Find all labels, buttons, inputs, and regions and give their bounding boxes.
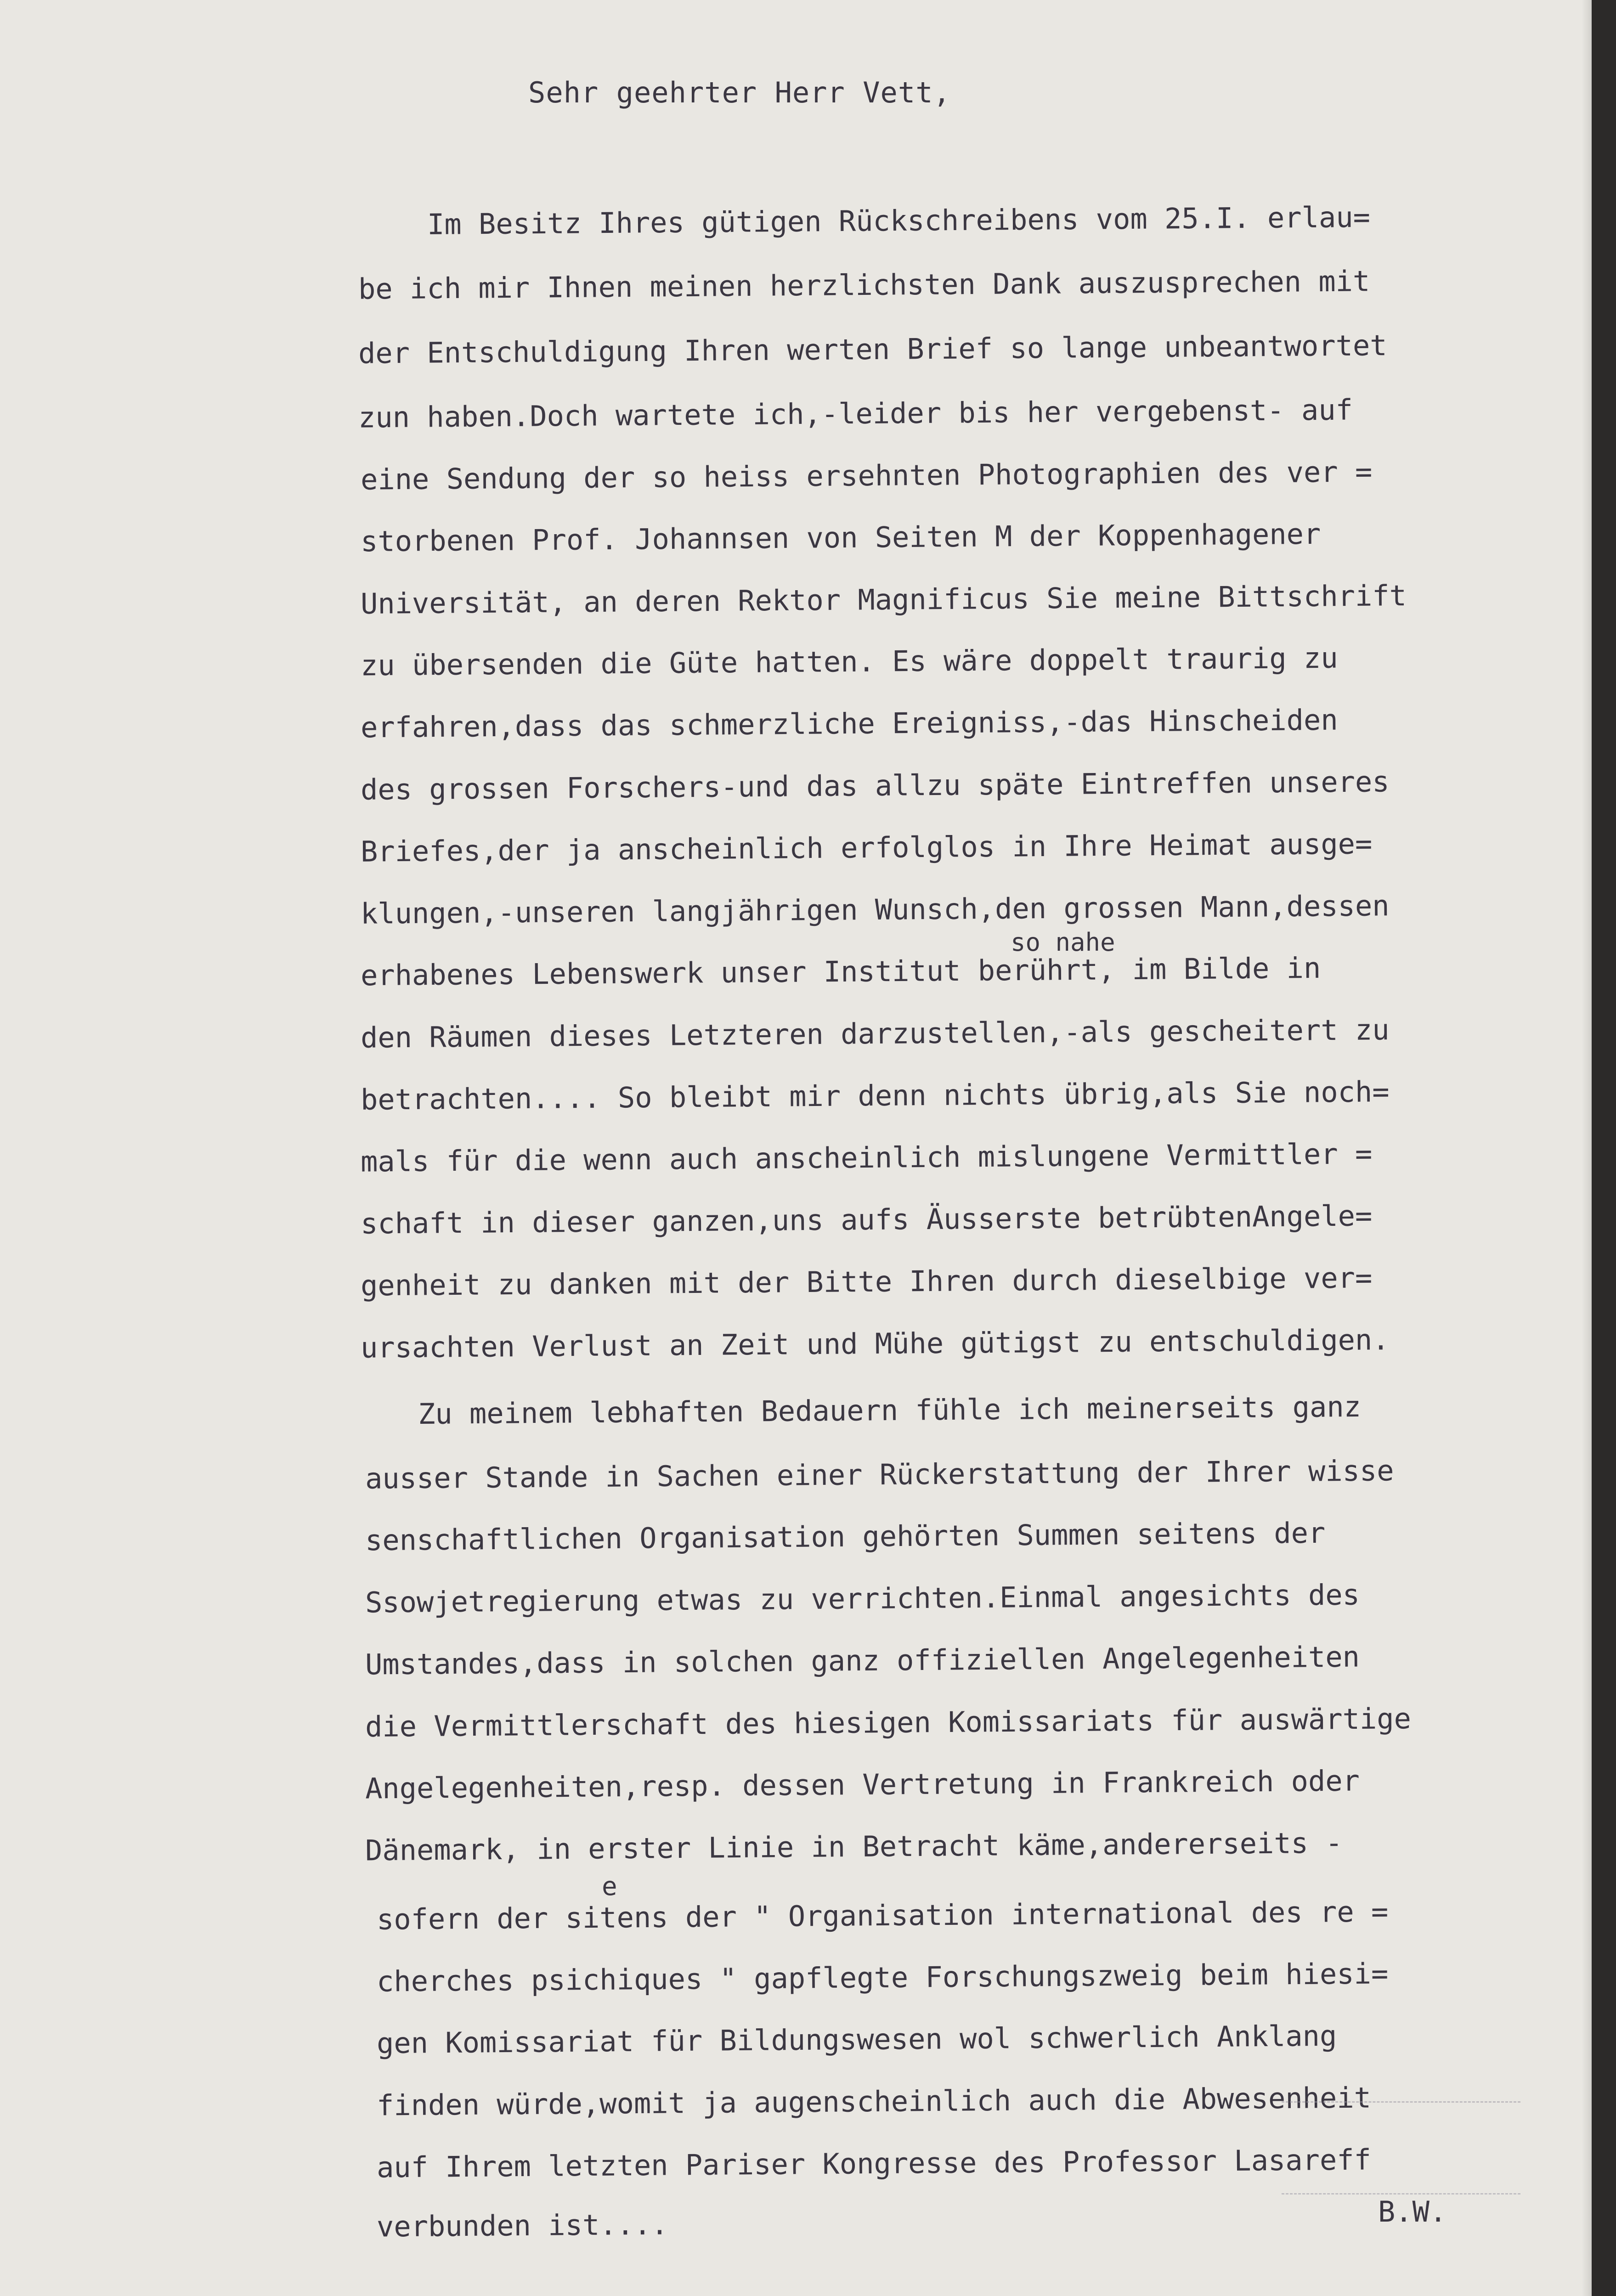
letter-line: cherches psichiques " gapflegte Forschungszweig beim hiesi=	[376, 1957, 1389, 1998]
letter-line: erfahren,dass das schmerzliche Ereigniss,-das Hinscheiden	[360, 703, 1338, 745]
letter-line: klungen,-unseren langjährigen Wunsch,den grossen Mann,dessen	[360, 889, 1390, 931]
letter-line: zu übersenden die Güte hatten. Es wäre doppelt traurig zu	[360, 641, 1338, 683]
letter-line: eine Sendung der so heiss ersehnten Photographien des ver =	[360, 455, 1373, 496]
letter-line: ausser Stande in Sachen einer Rückerstattung der Ihrer wisse	[365, 1454, 1394, 1495]
letter-line: Zu meinem lebhaften Bedauern fühle ich meinerseits ganz	[418, 1389, 1362, 1431]
letter-line: Universität, an deren Rektor Magnificus Sie meine Bittschrift	[360, 579, 1407, 621]
letter-line: des grossen Forschers-und das allzu späte Eintreffen unseres	[360, 765, 1390, 807]
letter-line: Angelegenheiten,resp. dessen Vertretung in Frankreich oder	[365, 1764, 1360, 1805]
letter-line: Umstandes,dass in solchen ganz offiziellen Angelegenheiten	[365, 1640, 1360, 1681]
faded-stamp	[1282, 2101, 1520, 2202]
letter-insertion: e	[602, 1872, 617, 1901]
letter-line: auf Ihrem letzten Pariser Kongresse des Professor Lasareff	[376, 2143, 1372, 2184]
letter-line: Dänemark, in erster Linie in Betracht käme,andererseits -	[365, 1826, 1343, 1867]
letter-line: storbenen Prof. Johannsen von Seiten M der Koppenhagener	[360, 517, 1321, 558]
letter-line: ursachten Verlust an Zeit und Mühe gütigst zu entschuldigen.	[360, 1323, 1390, 1365]
letter-line: verbunden ist....	[376, 2207, 668, 2244]
letter-insertion: so nahe	[1011, 928, 1115, 957]
letter-line: zun haben.Doch wartete ich,-leider bis her vergebenst- auf	[358, 393, 1353, 434]
letter-line: senschaftlichen Organisation gehörten Summen seitens der	[365, 1516, 1326, 1557]
letter-line: betrachten.... So bleibt mir denn nichts übrig,als Sie noch=	[360, 1075, 1390, 1117]
letter-line: be ich mir Ihnen meinen herzlichsten Dank auszusprechen mit	[358, 264, 1370, 306]
letter-line: erhabenes Lebenswerk unser Institut berührt, im Bilde in	[360, 951, 1321, 993]
letter-line: schaft in dieser ganzen,uns aufs Äusserste betrübtenAngele=	[360, 1199, 1373, 1241]
letter-line: finden würde,womit ja augenscheinlich auch die Abwesenheit	[376, 2081, 1372, 2122]
letter-line: genheit zu danken mit der Bitte Ihren durch dieselbige ver=	[360, 1261, 1373, 1303]
letter-line: Ssowjetregierung etwas zu verrichten.Einmal angesichts des	[365, 1578, 1360, 1619]
letter-line: mals für die wenn auch anscheinlich mislungene Vermittler =	[360, 1137, 1373, 1179]
letter-line: der Entschuldigung Ihren werten Brief so lange unbeantwortet	[358, 328, 1387, 370]
letter-line: gen Komissariat für Bildungswesen wol schwerlich Anklang	[376, 2019, 1337, 2060]
letter-line: sofern der sitens der " Organisation international des re =	[376, 1895, 1389, 1936]
signature-initials: B.W.	[1378, 2195, 1447, 2228]
letter-line: den Räumen dieses Letzteren darzustellen,-als gescheitert zu	[360, 1013, 1390, 1055]
salutation: Sehr geehrter Herr Vett,	[528, 76, 951, 109]
letter-line: Im Besitz Ihres gütigen Rückschreibens vom 25.I. erlau=	[427, 200, 1371, 242]
letter-line: die Vermittlerschaft des hiesigen Komissariats für auswärtige	[365, 1702, 1412, 1743]
letter-line: Briefes,der ja anscheinlich erfolglos in Ihre Heimat ausge=	[360, 827, 1373, 869]
